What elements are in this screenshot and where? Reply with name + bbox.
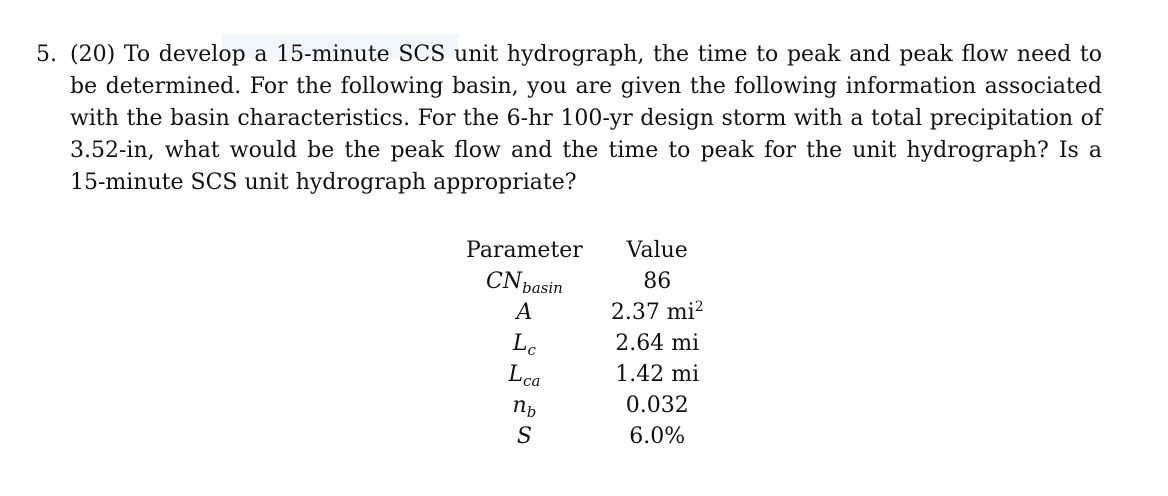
problem-line-4: 3.52-in, what would be the peak flow and the time to peak for the unit hydrograph? Is a <box>70 138 1102 163</box>
value-s <box>597 421 718 452</box>
param-s <box>452 421 597 452</box>
problem-line-2: be determined. For the following basin, you are given the following information associated <box>70 74 1102 99</box>
table-row <box>452 359 718 390</box>
value-text: 2.37 mi <box>610 300 695 325</box>
table-row <box>452 390 718 421</box>
value-cn-basin <box>597 266 718 297</box>
param-subscript: basin <box>522 279 563 297</box>
problem-text-line: (20) To develop a 15-minute SCS unit hydrograph, the time to peak and peak flow need to <box>70 42 1102 67</box>
param-symbol: S <box>516 424 532 449</box>
value-text: 6.0% <box>629 424 686 449</box>
param-lc <box>452 328 597 359</box>
param-symbol: CN <box>486 269 523 294</box>
value-lca <box>597 359 718 390</box>
problem-line-3: with the basin characteristics. For the 6-hr 100-yr design storm with a total precipitation of <box>70 106 1102 131</box>
value-text: 0.032 <box>625 393 689 418</box>
value-text: 1.42 mi <box>615 362 700 387</box>
problem-line-5: 15-minute SCS unit hydrograph appropriate? <box>70 170 577 195</box>
param-cn-basin <box>452 266 597 297</box>
table-row <box>452 421 718 452</box>
header-value: Value <box>626 237 688 263</box>
param-lca <box>452 359 597 390</box>
value-lc <box>597 328 718 359</box>
parameter-table <box>452 234 718 452</box>
problem-line-1 <box>36 39 1102 71</box>
value-text: 86 <box>643 269 672 294</box>
problem-number: 5. <box>36 42 57 67</box>
param-symbol: L <box>508 362 524 387</box>
table-row <box>452 328 718 359</box>
param-subscript: ca <box>523 372 541 390</box>
table-header-row <box>452 234 718 266</box>
param-symbol: L <box>512 331 528 356</box>
param-a <box>452 297 597 328</box>
param-nb <box>452 390 597 421</box>
table-row <box>452 266 718 297</box>
value-nb <box>597 390 718 421</box>
param-subscript: b <box>526 403 537 421</box>
value-superscript: 2 <box>694 299 704 315</box>
value-text: 2.64 mi <box>615 331 700 356</box>
param-symbol: n <box>512 393 527 418</box>
table-row <box>452 297 718 328</box>
value-a <box>597 297 718 328</box>
param-symbol: A <box>516 300 533 325</box>
header-parameter: Parameter <box>466 237 583 263</box>
param-subscript: c <box>527 341 536 359</box>
problem-statement <box>36 39 1102 199</box>
